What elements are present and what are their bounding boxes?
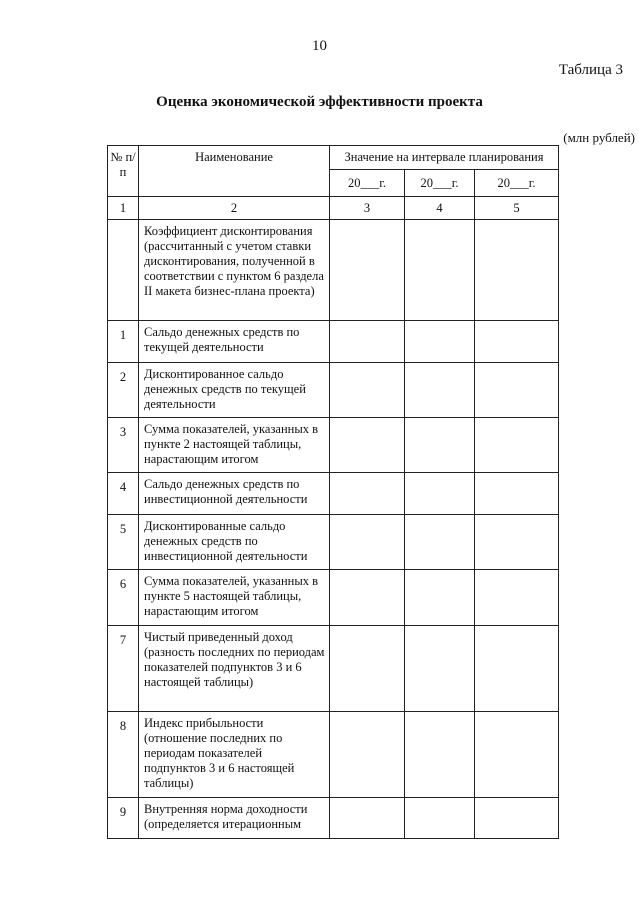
row-name: Сальдо денежных средств по текущей деятельности [139,321,330,363]
header-period: 20___г. [405,170,475,197]
row-num: 1 [108,321,139,363]
row-num: 5 [108,515,139,570]
table-label: Таблица 3 [558,62,623,78]
value-cell [475,321,559,363]
page-number: 10 [312,38,327,54]
header-num: № п/п [108,146,139,197]
row-name: Индекс прибыльности (отношение последних по периодам показателей подпунктов 3 и 6 настоящей таблицы) [139,712,330,798]
value-cell [405,418,475,473]
value-cell [330,798,405,839]
value-cell [330,363,405,418]
table-row [108,712,559,798]
value-cell [330,626,405,712]
document-title: Оценка экономической эффективности проекта [156,94,483,110]
value-cell [475,515,559,570]
value-cell [405,515,475,570]
row-num: 4 [108,473,139,515]
value-cell [330,515,405,570]
value-cell [475,798,559,839]
row-name: Сальдо денежных средств по инвестиционной деятельности [139,473,330,515]
value-cell [475,626,559,712]
value-cell [330,220,405,321]
value-cell [405,321,475,363]
efficiency-table [107,145,559,839]
value-cell [330,418,405,473]
row-name: Дисконтированное сальдо денежных средств по текущей деятельности [139,363,330,418]
value-cell [330,570,405,626]
row-name: Коэффициент дисконтирования (рассчитанный с учетом ставки дисконтирования, полученной в соответствии с пунктом 6 раздела II макета бизнес-плана проекта) [139,220,330,321]
value-cell [475,220,559,321]
column-index: 3 [330,197,405,220]
value-cell [405,363,475,418]
row-num: 7 [108,626,139,712]
row-name: Чистый приведенный доход (разность последних по периодам показателей подпунктов 3 и 6 настоящей таблицы) [139,626,330,712]
row-num [108,220,139,321]
row-name: Сумма показателей, указанных в пункте 5 настоящей таблицы, нарастающим итогом [139,570,330,626]
column-index: 2 [139,197,330,220]
column-index: 5 [475,197,559,220]
row-num: 3 [108,418,139,473]
value-cell [405,473,475,515]
table-row [108,626,559,712]
table-row [108,570,559,626]
table-row [108,363,559,418]
row-num: 6 [108,570,139,626]
value-cell [330,473,405,515]
header-period: 20___г. [330,170,405,197]
value-cell [475,570,559,626]
units-label: (млн рублей) [563,130,635,145]
table-row [108,798,559,839]
row-name: Внутренняя норма доходности (определяется итерационным [139,798,330,839]
table-row [108,418,559,473]
value-cell [405,626,475,712]
table-row [108,515,559,570]
row-name: Дисконтированные сальдо денежных средств по инвестиционной деятельности [139,515,330,570]
table-row [108,220,559,321]
column-index: 4 [405,197,475,220]
row-num: 8 [108,712,139,798]
value-cell [475,473,559,515]
value-cell [330,712,405,798]
value-cell [475,363,559,418]
value-cell [475,712,559,798]
row-num: 2 [108,363,139,418]
table-row [108,321,559,363]
column-index: 1 [108,197,139,220]
value-cell [475,418,559,473]
table-row [108,473,559,515]
row-num: 9 [108,798,139,839]
value-cell [405,798,475,839]
header-period: 20___г. [475,170,559,197]
value-cell [405,570,475,626]
value-cell [405,220,475,321]
value-cell [330,321,405,363]
header-name: Наименование [139,146,330,197]
value-cell [405,712,475,798]
row-name: Сумма показателей, указанных в пункте 2 настоящей таблицы, нарастающим итогом [139,418,330,473]
header-value: Значение на интервале планирования [330,146,559,170]
